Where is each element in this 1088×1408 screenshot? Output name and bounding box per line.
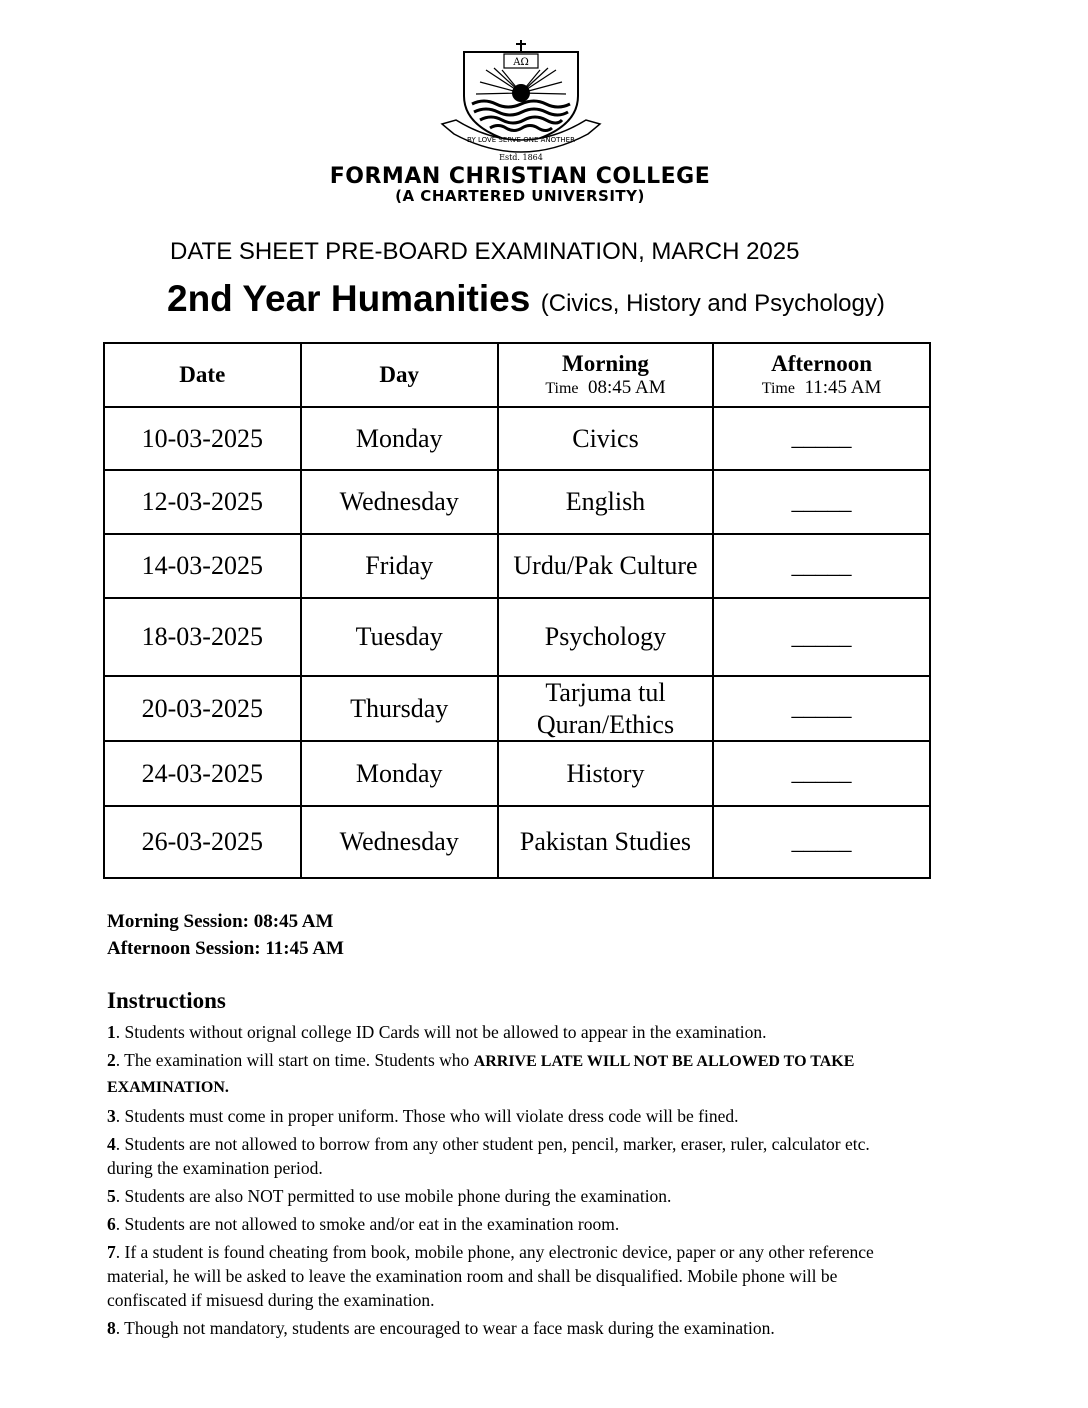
- table-row: [104, 470, 930, 534]
- cell-morning: Psychology: [498, 598, 713, 676]
- cell-date: 26-03-2025: [104, 806, 301, 878]
- table-row: [104, 741, 930, 806]
- instruction-item: [107, 1212, 907, 1236]
- afternoon-time-value: 11:45 AM: [804, 377, 882, 399]
- cell-date: 20-03-2025: [104, 676, 301, 741]
- cell-morning-line2: Quran/Ethics: [536, 709, 675, 739]
- instructions-list: [107, 1020, 907, 1344]
- instruction-item: [107, 1184, 907, 1208]
- instruction-text: . Students must come in proper uniform. Those who will violate dress code will be fined.: [115, 1106, 739, 1126]
- cell-afternoon: _____: [713, 534, 930, 598]
- morning-time-label: Time: [545, 380, 579, 398]
- header-morning-time: [499, 377, 712, 399]
- header-morning: [498, 343, 713, 407]
- instruction-number: 1: [107, 1022, 116, 1042]
- table-row: [104, 534, 930, 598]
- instruction-text: . Students are not allowed to borrow from any other student pen, pencil, marker, eraser, ruler, calculator etc. during the examination period.: [107, 1134, 870, 1178]
- cell-day: Thursday: [301, 676, 498, 741]
- cell-afternoon: _____: [713, 806, 930, 878]
- instruction-item: [107, 1104, 907, 1128]
- instruction-number: 4: [107, 1134, 116, 1154]
- logo-estd-text: Estd. 1864: [499, 153, 543, 162]
- exam-schedule-table: [103, 342, 931, 879]
- instruction-item: [107, 1020, 907, 1044]
- cell-afternoon: _____: [713, 407, 930, 470]
- cell-morning-line1: Tarjuma tul: [545, 678, 666, 708]
- date-sheet-title: DATE SHEET PRE-BOARD EXAMINATION, MARCH 2025: [170, 238, 800, 265]
- instruction-emphasis: ARRIVE LATE WILL NOT BE ALLOWED TO TAKE EXAMINATION.: [107, 1053, 855, 1096]
- morning-session-text: Morning Session: 08:45 AM: [107, 911, 334, 932]
- cell-morning: Civics: [498, 407, 713, 470]
- header-date: Date: [104, 343, 301, 407]
- instruction-text: . Students are also NOT permitted to use mobile phone during the examination.: [115, 1186, 672, 1206]
- instruction-number: 7: [107, 1242, 116, 1262]
- cell-morning: Urdu/Pak Culture: [498, 534, 713, 598]
- header-day: Day: [301, 343, 498, 407]
- cell-afternoon: _____: [713, 598, 930, 676]
- header-afternoon-time: [714, 377, 929, 399]
- instruction-number: 6: [107, 1214, 116, 1234]
- program-heading: [167, 278, 885, 320]
- cell-afternoon: _____: [713, 676, 930, 741]
- afternoon-session-text: Afternoon Session: 11:45 AM: [107, 938, 344, 959]
- college-name: FORMAN CHRISTIAN COLLEGE: [329, 164, 711, 189]
- table-header-row: [104, 343, 930, 407]
- header-morning-label: Morning: [562, 350, 649, 376]
- afternoon-time-label: Time: [761, 380, 795, 398]
- college-crest-icon: [436, 38, 606, 166]
- instruction-item: [107, 1132, 907, 1180]
- instruction-number: 8: [107, 1318, 116, 1338]
- instruction-item: [107, 1316, 907, 1340]
- instruction-text: . If a student is found cheating from book, mobile phone, any electronic device, paper or any other reference material, he will be asked to leave the examination room and shall be disqualified. Mobile phone will be confiscated if misuesd during the examination.: [107, 1242, 874, 1310]
- cell-day: Monday: [301, 741, 498, 806]
- table-row: [104, 598, 930, 676]
- cell-date: 12-03-2025: [104, 470, 301, 534]
- cell-morning: Pakistan Studies: [498, 806, 713, 878]
- logo-greek-text: ΑΩ: [513, 57, 529, 68]
- instruction-item: [107, 1240, 907, 1312]
- cell-day: Wednesday: [301, 806, 498, 878]
- instruction-text: . Students are not allowed to smoke and/or eat in the examination room.: [115, 1214, 620, 1234]
- cell-day: Monday: [301, 407, 498, 470]
- program-subtitle: (Civics, History and Psychology): [540, 290, 885, 317]
- cell-morning: English: [498, 470, 713, 534]
- cell-morning: History: [498, 741, 713, 806]
- instruction-number: 2: [107, 1050, 116, 1070]
- cell-morning: [498, 676, 713, 741]
- program-title: 2nd Year Humanities: [167, 278, 531, 319]
- instruction-text: . Though not mandatory, students are encouraged to wear a face mask during the examination.: [115, 1318, 775, 1338]
- instruction-text: . Students without orignal college ID Cards will not be allowed to appear in the examination.: [115, 1022, 767, 1042]
- header-afternoon-label: Afternoon: [771, 350, 873, 376]
- instruction-text: . The examination will start on time. Students who: [115, 1050, 474, 1070]
- table-row: [104, 806, 930, 878]
- table-row: [104, 676, 930, 741]
- instruction-number: 3: [107, 1106, 116, 1126]
- session-times: [107, 908, 344, 962]
- instruction-number: 5: [107, 1186, 116, 1206]
- table-row: [104, 407, 930, 470]
- instructions-title: Instructions: [107, 988, 226, 1013]
- college-subtitle: (A CHARTERED UNIVERSITY): [395, 187, 645, 205]
- header-afternoon: [713, 343, 930, 407]
- cell-day: Friday: [301, 534, 498, 598]
- cell-afternoon: _____: [713, 741, 930, 806]
- cell-date: 24-03-2025: [104, 741, 301, 806]
- cell-date: 18-03-2025: [104, 598, 301, 676]
- college-crest-logo: [436, 38, 606, 166]
- cell-afternoon: _____: [713, 470, 930, 534]
- cell-date: 10-03-2025: [104, 407, 301, 470]
- cell-day: Tuesday: [301, 598, 498, 676]
- logo-motto-text: BY LOVE SERVE ONE ANOTHER: [467, 136, 575, 144]
- instruction-item: [107, 1048, 907, 1100]
- cell-date: 14-03-2025: [104, 534, 301, 598]
- morning-time-value: 08:45 AM: [588, 377, 666, 399]
- cell-day: Wednesday: [301, 470, 498, 534]
